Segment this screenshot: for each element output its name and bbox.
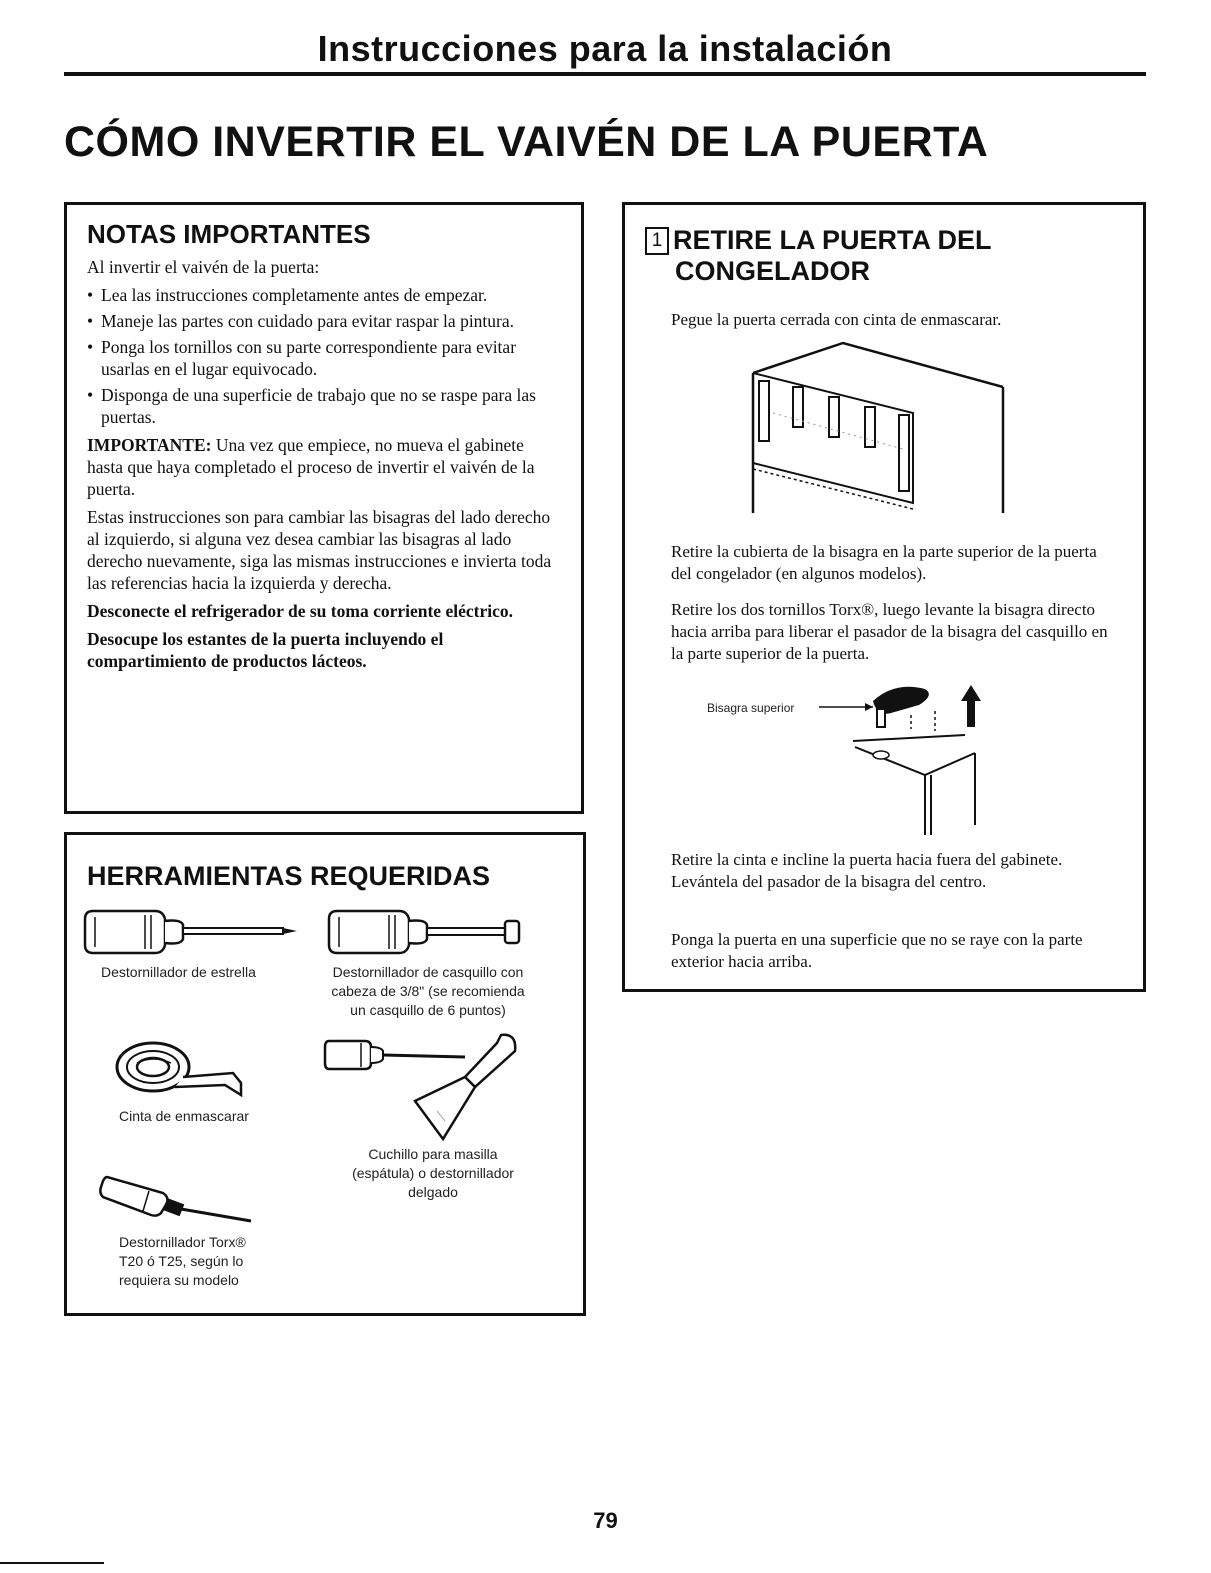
step-heading-line-2: CONGELADOR (675, 256, 870, 286)
label-line: Cuchillo para masilla (368, 1146, 498, 1162)
important-text: Una vez que empiece, no mueva el gabinete hasta que haya completado el proceso de invertir el vaivén de la puerta. (87, 435, 535, 499)
step-number-badge: 1 (645, 227, 669, 255)
label-line: T20 ó T25, según lo (119, 1253, 244, 1269)
tool-label-phillips: Destornillador de estrella (101, 964, 256, 980)
notes-body (87, 256, 563, 672)
label-line: cabeza de 3/8" (se recomienda (331, 983, 525, 999)
list-item: • Maneje las partes con cuidado para evitar raspar la pintura. (87, 310, 563, 332)
torx-screwdriver-icon (103, 1169, 263, 1225)
warning-unplug: Desconecte el refrigerador de su toma corriente eléctrico. (87, 601, 513, 621)
page-number: 79 (593, 1508, 618, 1533)
putty-knife-icon (325, 1031, 531, 1143)
step-text-torx-screws: Retire los dos tornillos Torx®, luego levante la bisagra directo hacia arriba para liberar el pasador de la bisagra del casquillo en la parte superior de la puerta. (671, 600, 1108, 663)
step-text-hinge-cover: Retire la cubierta de la bisagra en la parte superior de la puerta del congelador (en algunos modelos). (671, 542, 1097, 583)
list-item: • Lea las instrucciones completamente antes de empezar. (87, 284, 563, 306)
tools-heading: HERRAMIENTAS REQUERIDAS (87, 861, 491, 891)
top-hinge-illustration (815, 675, 1015, 835)
footer-rule (0, 1562, 104, 1564)
label-line: Destornillador Torx® (119, 1234, 246, 1250)
notes-heading: NOTAS IMPORTANTES (87, 219, 371, 249)
header-rule (64, 72, 1146, 76)
tool-label-tape: Cinta de enmascarar (119, 1108, 249, 1124)
step-1-box (622, 202, 1146, 992)
tool-label-torx (119, 1233, 246, 1290)
step-text-place-door: Ponga la puerta en una superficie que no se raye con la parte exterior hacia arriba. (671, 930, 1083, 971)
label-line: Destornillador de casquillo con (332, 964, 524, 980)
important-notes-box (64, 202, 584, 814)
notes-intro: Al invertir el vaivén de la puerta: (87, 257, 320, 277)
masking-tape-icon (113, 1033, 253, 1103)
taped-door-illustration (753, 353, 1013, 543)
tool-label-putty-knife (333, 1145, 533, 1202)
label-line: (espátula) o destornillador (352, 1165, 514, 1181)
important-paragraph (87, 434, 563, 500)
step-1-heading (645, 225, 992, 287)
label-line: requiera su modelo (119, 1272, 239, 1288)
label-line: delgado (408, 1184, 458, 1200)
step-text-tape-door: Pegue la puerta cerrada con cinta de enmascarar. (671, 310, 1002, 329)
hinge-callout-label: Bisagra superior (707, 701, 795, 715)
tool-label-nut-driver (325, 963, 531, 1020)
step-heading-line-1: RETIRE LA PUERTA DEL (673, 225, 992, 255)
label-line: un casquillo de 6 puntos) (350, 1002, 506, 1018)
required-tools-box (64, 832, 586, 1316)
notes-paragraph: Estas instrucciones son para cambiar las bisagras del lado derecho al izquierdo, si alguna vez desea cambiar las bisagras al lado derecho nuevamente, siga las mismas instrucciones e invierta toda las referencias hacia la izquierda y derecha. (87, 507, 552, 593)
page-title: CÓMO INVERTIR EL VAIVÉN DE LA PUERTA (64, 118, 989, 166)
warning-empty-shelves: Desocupe los estantes de la puerta incluyendo el compartimiento de productos lácteos. (87, 629, 444, 671)
phillips-screwdriver-icon (85, 903, 305, 959)
list-item: • Ponga los tornillos con su parte correspondiente para evitar usarlas en el lugar equivocado. (87, 336, 563, 380)
section-header: Instrucciones para la instalación (317, 28, 893, 69)
list-item: • Disponga de una superficie de trabajo que no se raspe para las puertas. (87, 384, 563, 428)
important-label: IMPORTANTE: (87, 435, 212, 455)
step-text-tilt-door: Retire la cinta e incline la puerta hacia fuera del gabinete. Levántela del pasador de la bisagra del centro. (671, 850, 1063, 891)
notes-bullet-list (87, 284, 563, 428)
nut-driver-icon (329, 905, 529, 959)
